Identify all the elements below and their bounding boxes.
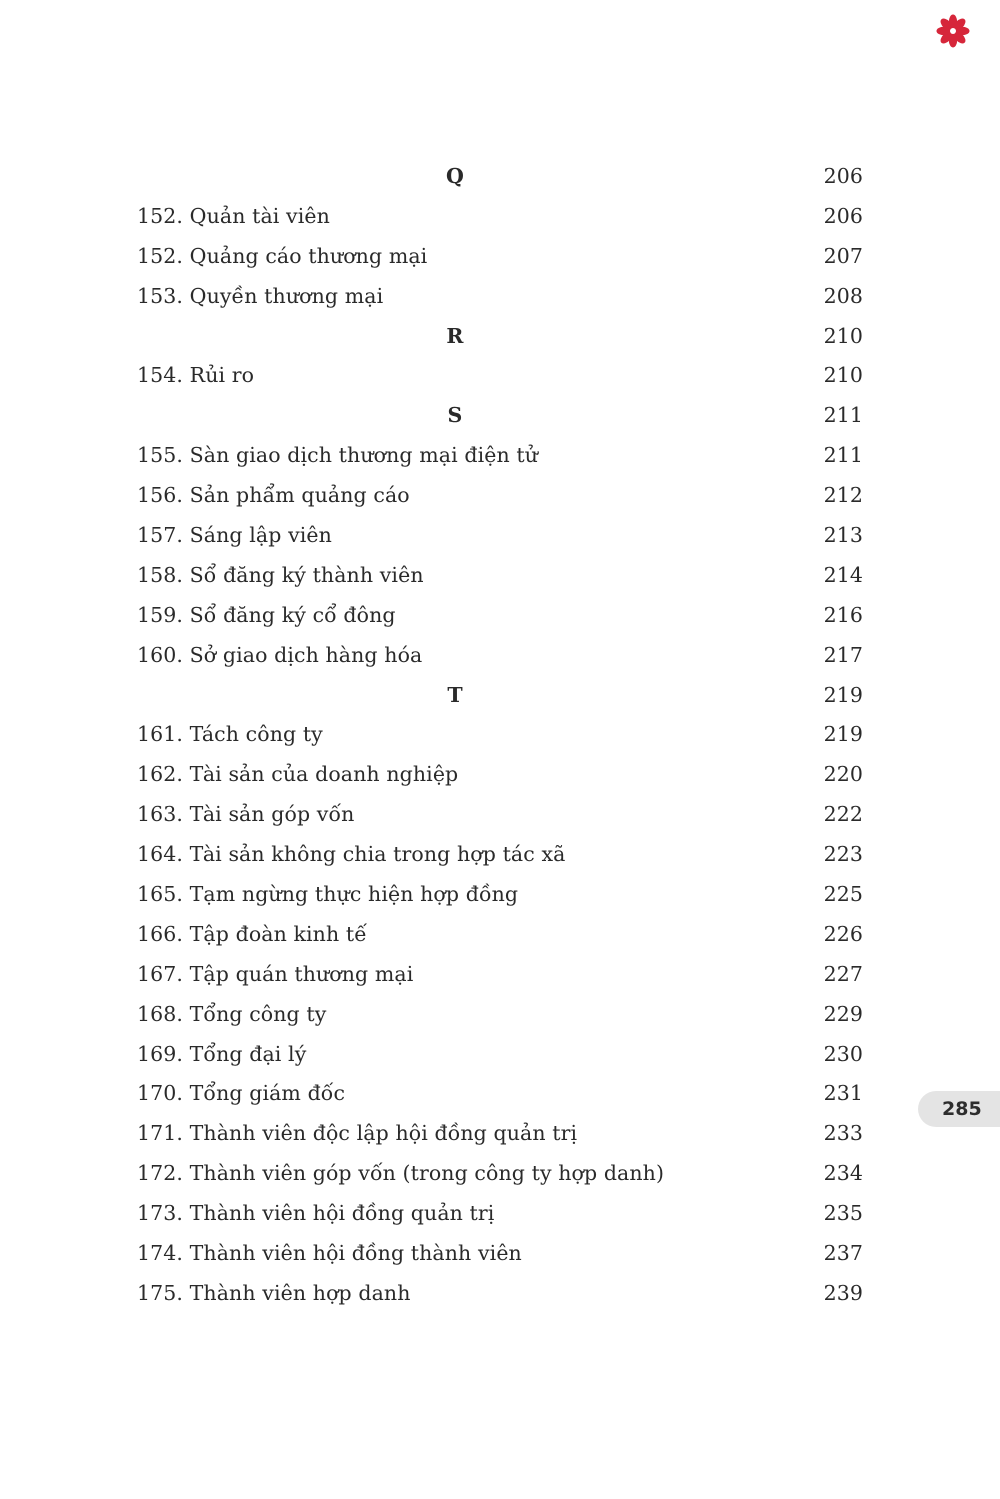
entry-title: 170. Tổng giám đốc <box>137 1081 346 1106</box>
page-reference: 210 <box>823 323 863 348</box>
toc-entry-row <box>137 1035 863 1075</box>
red-flower-logo-icon <box>936 14 970 48</box>
page-reference: 226 <box>823 921 863 946</box>
entry-title: 175. Thành viên hợp danh <box>137 1280 411 1305</box>
page-reference: 217 <box>823 642 863 667</box>
entry-title: 173. Thành viên hội đồng quản trị <box>137 1201 495 1226</box>
page-reference: 231 <box>823 1081 863 1106</box>
toc-entry-row <box>137 715 863 755</box>
page-reference: 210 <box>823 363 863 388</box>
entry-title: 160. Sở giao dịch hàng hóa <box>137 642 423 667</box>
page-reference: 216 <box>823 602 863 627</box>
page-reference: 220 <box>823 762 863 787</box>
toc-entry-row <box>137 1194 863 1234</box>
section-letter: S <box>447 403 463 428</box>
entry-title: 162. Tài sản của doanh nghiệp <box>137 762 459 787</box>
page-reference: 227 <box>823 961 863 986</box>
page-reference: 234 <box>823 1161 863 1186</box>
page-reference: 239 <box>823 1280 863 1305</box>
toc-entry-row <box>137 277 863 317</box>
entry-title: 172. Thành viên góp vốn (trong công ty hợp danh) <box>137 1161 665 1186</box>
section-letter: R <box>446 323 464 348</box>
entry-title: 153. Quyền thương mại <box>137 283 384 308</box>
page-reference: 206 <box>823 164 863 188</box>
page-reference: 213 <box>823 523 863 548</box>
toc-entry-row <box>137 436 863 476</box>
toc-entry-row <box>137 1074 863 1114</box>
toc-entry-row <box>137 1274 863 1314</box>
toc-entry-row <box>137 596 863 636</box>
section-letter: Q <box>446 164 464 188</box>
entry-title: 156. Sản phẩm quảng cáo <box>137 483 410 508</box>
page-reference: 225 <box>823 882 863 907</box>
entry-title: 163. Tài sản góp vốn <box>137 802 355 827</box>
page-number: 285 <box>942 1098 982 1120</box>
toc-entry-row <box>137 237 863 277</box>
section-heading-row <box>137 157 863 197</box>
toc-entry-row <box>137 197 863 237</box>
toc-entry-row <box>137 955 863 995</box>
page-reference: 230 <box>823 1041 863 1066</box>
section-letter: T <box>447 682 463 707</box>
entry-title: 152. Quảng cáo thương mại <box>137 243 428 268</box>
entry-title: 159. Sổ đăng ký cổ đông <box>137 602 396 627</box>
toc-entry-row <box>137 556 863 596</box>
page-reference: 219 <box>823 722 863 747</box>
toc-entry-row <box>137 516 863 556</box>
table-of-contents <box>137 157 863 1314</box>
entry-title: 157. Sáng lập viên <box>137 523 332 548</box>
page-reference: 222 <box>823 802 863 827</box>
page-reference: 237 <box>823 1241 863 1266</box>
page-reference: 214 <box>823 562 863 587</box>
toc-entry-row <box>137 875 863 915</box>
page-reference: 211 <box>823 443 863 468</box>
section-heading-row <box>137 396 863 436</box>
section-heading-row <box>137 676 863 716</box>
entry-title: 169. Tổng đại lý <box>137 1041 307 1066</box>
toc-entry-row <box>137 356 863 396</box>
page-reference: 219 <box>823 682 863 707</box>
page-reference: 233 <box>823 1121 863 1146</box>
entry-title: 164. Tài sản không chia trong hợp tác xã <box>137 842 566 867</box>
toc-entry-row <box>137 636 863 676</box>
toc-entry-row <box>137 795 863 835</box>
page-reference: 207 <box>823 243 863 268</box>
toc-entry-row <box>137 755 863 795</box>
page-reference: 211 <box>823 403 863 428</box>
toc-entry-row <box>137 1154 863 1194</box>
toc-entry-row <box>137 835 863 875</box>
page-reference: 229 <box>823 1001 863 1026</box>
page-reference: 208 <box>823 283 863 308</box>
toc-entry-row <box>137 476 863 516</box>
entry-title: 155. Sàn giao dịch thương mại điện tử <box>137 443 539 468</box>
entry-title: 167. Tập quán thương mại <box>137 961 414 986</box>
entry-title: 158. Sổ đăng ký thành viên <box>137 562 424 587</box>
entry-title: 168. Tổng công ty <box>137 1001 327 1026</box>
page-reference: 235 <box>823 1201 863 1226</box>
toc-entry-row <box>137 1114 863 1154</box>
entry-title: 166. Tập đoàn kinh tế <box>137 921 367 946</box>
entry-title: 154. Rủi ro <box>137 363 255 388</box>
page-reference: 212 <box>823 483 863 508</box>
entry-title: 165. Tạm ngừng thực hiện hợp đồng <box>137 882 519 907</box>
entry-title: 174. Thành viên hội đồng thành viên <box>137 1241 522 1266</box>
entry-title: 161. Tách công ty <box>137 722 323 747</box>
page-reference: 223 <box>823 842 863 867</box>
toc-entry-row <box>137 1234 863 1274</box>
toc-entry-row <box>137 915 863 955</box>
toc-entry-row <box>137 995 863 1035</box>
page-reference: 206 <box>823 203 863 228</box>
entry-title: 152. Quản tài viên <box>137 203 330 228</box>
section-heading-row <box>137 317 863 357</box>
entry-title: 171. Thành viên độc lập hội đồng quản trị <box>137 1121 578 1146</box>
